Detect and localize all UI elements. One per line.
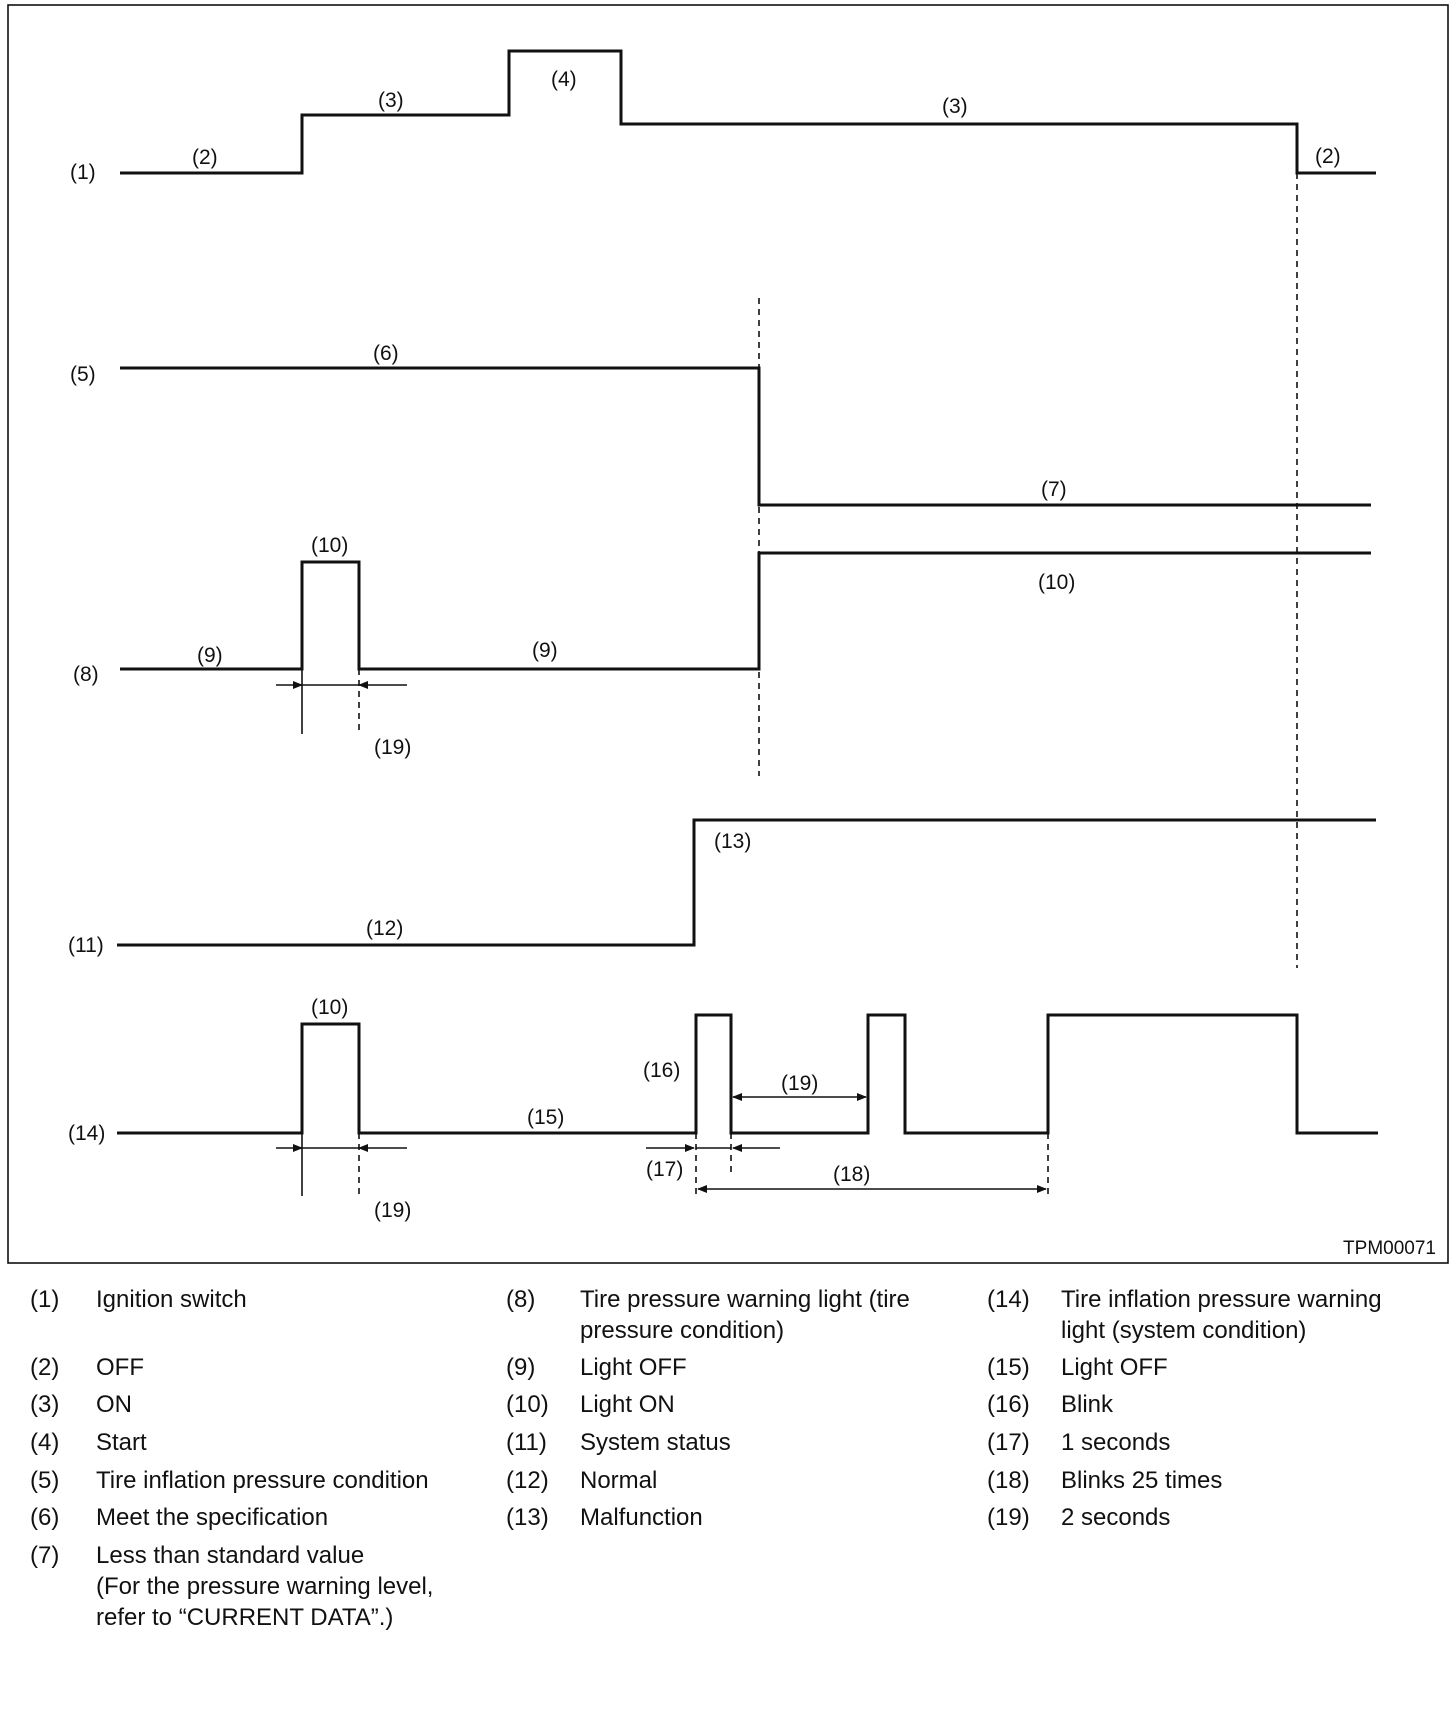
system-light-off-label: (15)	[527, 1106, 565, 1129]
legend-number: (16)	[987, 1391, 1030, 1418]
pressure-less-label: (7)	[1041, 478, 1067, 501]
ignition-off-label-2: (2)	[1315, 145, 1341, 168]
legend-text: ON	[96, 1391, 132, 1418]
legend-number: (3)	[30, 1391, 60, 1418]
legend-text: System status	[580, 1429, 731, 1456]
legend-number: (7)	[30, 1542, 60, 1569]
legend-text-line-2: light (system condition)	[1061, 1317, 1307, 1344]
legend-item	[987, 1389, 1113, 1420]
pressure-meet-label: (6)	[373, 342, 399, 365]
legend-item	[30, 1427, 147, 1458]
legend-number: (6)	[30, 1504, 60, 1531]
legend-number: (19)	[987, 1504, 1030, 1531]
ignition-start-label: (4)	[551, 68, 577, 91]
legend-number: (18)	[987, 1467, 1030, 1494]
legend-text: OFF	[96, 1354, 144, 1381]
blink-interval-label: (19)	[781, 1072, 819, 1095]
legend-item	[506, 1502, 703, 1533]
row-label-system-status: (11)	[68, 934, 104, 957]
legend-text: Blinks 25 times	[1061, 1467, 1223, 1494]
legend-item	[506, 1427, 731, 1458]
pressure-light-on-label: (10)	[1038, 571, 1076, 594]
legend-item	[30, 1465, 500, 1496]
legend-number: (5)	[30, 1467, 60, 1494]
legend-number: (1)	[30, 1286, 60, 1313]
legend-text: Normal	[580, 1467, 658, 1494]
legend-text: Less than standard value	[96, 1542, 365, 1569]
legend-number: (9)	[506, 1354, 536, 1381]
legend-text: Tire inflation pressure warning	[1061, 1286, 1382, 1313]
legend-number: (8)	[506, 1286, 536, 1313]
pressure-light-pulse-label: (10)	[311, 534, 349, 557]
pressure-light-width-label: (19)	[374, 736, 412, 759]
legend-text: Light OFF	[580, 1354, 687, 1381]
legend-text-line-3: refer to “CURRENT DATA”.)	[96, 1604, 394, 1631]
legend-number: (14)	[987, 1286, 1030, 1313]
legend-text: Blink	[1061, 1391, 1114, 1418]
legend-text: Meet the specification	[96, 1504, 329, 1531]
legend-item	[987, 1427, 1170, 1458]
legend-item	[987, 1284, 1437, 1346]
pressure-light-off-label-2: (9)	[532, 639, 558, 662]
figure-code: TPM00071	[1343, 1238, 1436, 1259]
legend-text: Ignition switch	[96, 1286, 247, 1313]
legend-item	[506, 1284, 966, 1346]
ignition-on-label-2: (3)	[942, 95, 968, 118]
legend-item	[987, 1352, 1168, 1383]
pressure-light-off-label: (9)	[197, 644, 223, 667]
blink-count-label: (18)	[833, 1163, 871, 1186]
legend-text: Tire inflation pressure condition	[96, 1467, 429, 1494]
legend-item	[987, 1502, 1170, 1533]
legend-item	[30, 1502, 328, 1533]
diagram-frame	[8, 5, 1448, 1263]
legend-item	[30, 1284, 247, 1315]
legend-text-line-2: pressure condition)	[580, 1317, 785, 1344]
system-light-blink-label: (16)	[643, 1059, 681, 1082]
legend-text: Tire pressure warning light (tire	[580, 1286, 910, 1313]
legend-text: 1 seconds	[1061, 1429, 1171, 1456]
legend-text: Light ON	[580, 1391, 675, 1418]
legend-item	[30, 1352, 144, 1383]
legend-text: Light OFF	[1061, 1354, 1168, 1381]
row-label-pressure-condition: (5)	[70, 363, 96, 386]
legend-number: (12)	[506, 1467, 549, 1494]
system-malfunction-label: (13)	[714, 830, 752, 853]
legend-item	[506, 1352, 687, 1383]
row-label-pressure-light: (8)	[73, 663, 99, 686]
legend-number: (17)	[987, 1429, 1030, 1456]
legend-number: (11)	[506, 1429, 547, 1456]
ignition-off-label: (2)	[192, 146, 218, 169]
ignition-waveform	[120, 51, 1376, 173]
pressure-light-waveform	[120, 553, 1371, 669]
legend-item	[30, 1540, 500, 1633]
legend-number: (13)	[506, 1504, 549, 1531]
legend-text-line-2: (For the pressure warning level,	[96, 1573, 434, 1600]
system-light-width-label: (19)	[374, 1199, 412, 1222]
system-normal-label: (12)	[366, 917, 404, 940]
pressure-condition-waveform	[120, 368, 1371, 505]
row-label-system-light: (14)	[68, 1122, 106, 1145]
system-light-waveform	[117, 1015, 1378, 1133]
legend-text: Start	[96, 1429, 147, 1456]
legend	[0, 1284, 1456, 1644]
legend-item	[506, 1465, 657, 1496]
ignition-on-label: (3)	[378, 89, 404, 112]
row-label-ignition: (1)	[70, 161, 96, 184]
system-light-pulse-label: (10)	[311, 996, 349, 1019]
blink-on-time-label: (17)	[646, 1158, 684, 1181]
legend-number: (4)	[30, 1429, 60, 1456]
legend-item	[506, 1389, 675, 1420]
legend-item	[30, 1389, 132, 1420]
legend-number: (10)	[506, 1391, 549, 1418]
legend-item	[987, 1465, 1222, 1496]
legend-number: (15)	[987, 1354, 1030, 1381]
legend-text: 2 seconds	[1061, 1504, 1171, 1531]
legend-number: (2)	[30, 1354, 60, 1381]
legend-text: Malfunction	[580, 1504, 703, 1531]
